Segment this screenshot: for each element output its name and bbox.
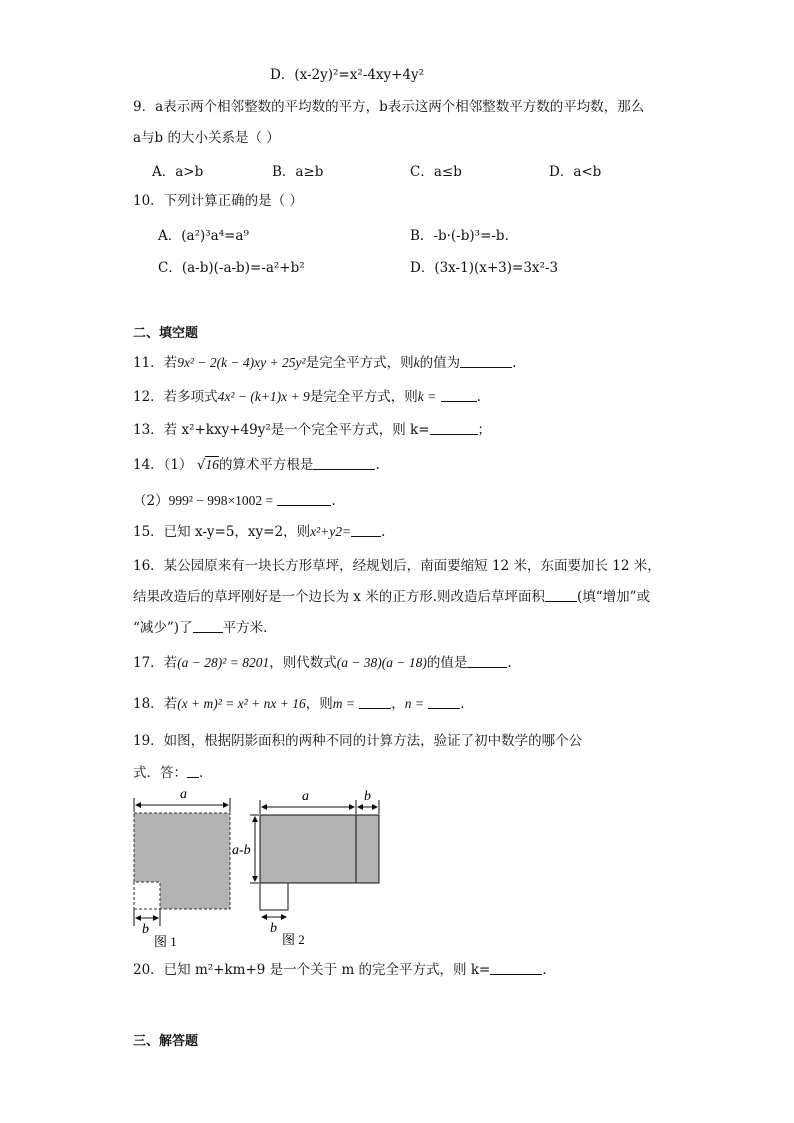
q18-prefix: 18．若 [133, 696, 178, 712]
q15-expression: x²+y2= [310, 524, 352, 539]
q17 [133, 654, 512, 672]
q16-line1: 16．某公园原来有一块长方形草坪，经规划后，南面要缩短 12 米，东面要加长 12 米， [133, 558, 661, 574]
q18-end: . [460, 696, 465, 712]
q13 [133, 421, 491, 439]
q18-m-answer-blank[interactable] [359, 696, 391, 709]
q15-end: . [381, 524, 386, 540]
q11-variable: k [413, 355, 420, 370]
figure-2-caption: 图 2 [282, 932, 305, 947]
figure-2-label-b-bottom: b [270, 921, 277, 936]
q16-blank-1[interactable] [545, 589, 577, 602]
section-fill-in-title: 二、填空题 [133, 326, 199, 341]
figure-2-left-rect [260, 815, 356, 883]
figure-1-label-a: a [180, 787, 187, 802]
q13-end: ； [477, 422, 492, 438]
q14-part1-prefix: 14．（1） [133, 457, 193, 473]
q10-option-b: B．-b·(-b)³=-b. [410, 228, 509, 244]
figure-2-label-amb: a-b [232, 843, 251, 858]
q8-option-d: D．(x-2y)²=x²-4xy+4y² [270, 67, 425, 83]
q16-blank-2[interactable] [193, 620, 223, 633]
q14-part1 [133, 456, 380, 474]
figure-2-label-a: a [302, 789, 309, 804]
q16-line2-tail: (填“增加”或 [577, 589, 651, 605]
q11-prefix: 11．若 [133, 355, 178, 371]
q20-answer-blank[interactable] [490, 962, 542, 975]
q12-mid: 是完全平方式，则 [309, 389, 418, 405]
q15-text: 15．已知 x-y=5，xy=2，则 [133, 524, 311, 540]
q13-text: 13．若 x²+kxy+49y²是一个完全平方式，则 k= [133, 422, 430, 438]
q14-part2-expression: 999² − 998×1002 = [168, 493, 274, 508]
q14-sqrt-argument: 16 [205, 457, 219, 472]
q11-post: 的值为 [419, 355, 461, 371]
q15-answer-blank[interactable] [351, 524, 381, 537]
q12-variable: k = [417, 389, 437, 404]
q17-mid: ，则代数式 [269, 655, 337, 671]
q12-prefix: 12．若多项式 [133, 389, 218, 405]
q18-separator: ， [391, 696, 405, 712]
q12-expression: 4x² − (k+1)x + 9 [217, 389, 310, 404]
q10-option-c: C．(a-b)(-a-b)=-a²+b² [158, 260, 305, 276]
q12-answer-blank[interactable] [441, 389, 477, 402]
q10-option-d: D．(3x-1)(x+3)=3x²-3 [410, 260, 559, 276]
q18-n-label: n = [404, 696, 424, 711]
q9-option-c: C．a≤b [410, 164, 462, 180]
sqrt-sign-icon: √ [196, 457, 206, 473]
q9-option-b: B．a≥b [272, 164, 324, 180]
q18 [133, 695, 465, 713]
q11-mid: 是完全平方式，则 [305, 355, 414, 371]
q13-answer-blank[interactable] [430, 422, 478, 435]
q16-line3 [133, 619, 267, 637]
q14-part1-post: 的算术平方根是 [218, 457, 314, 473]
q11-end: . [512, 355, 517, 371]
q17-end: . [507, 655, 512, 671]
q18-n-answer-blank[interactable] [428, 696, 460, 709]
q19-answer-blank[interactable] [187, 765, 199, 778]
q9-stem-line1: 9．a表示两个相邻整数的平均数的平方，b表示这两个相邻整数平方数的平均数，那么 [133, 99, 645, 115]
figure-1-caption: 图 1 [154, 934, 177, 949]
q9-option-a: A．a>b [152, 164, 204, 180]
q16-line3-tail: 平方米. [222, 620, 268, 636]
q17-expression-1: (a − 28)² = 8201 [177, 655, 270, 670]
q19-line1: 19．如图，根据阴影面积的两种不同的计算方法，验证了初中数学的哪个公 [133, 733, 583, 749]
figure-2-right-rect [356, 815, 379, 883]
q14-part2-answer-blank[interactable] [277, 493, 331, 506]
q20-end: . [542, 962, 547, 978]
q12 [133, 388, 481, 406]
geometry-figure [120, 786, 390, 956]
q14-part2 [133, 492, 336, 510]
q11-expression: 9x² − 2(k − 4)xy + 25y² [177, 355, 306, 370]
q9-stem-line2: a与b 的大小关系是（ ） [133, 130, 280, 146]
q18-expression: (x + m)² = x² + nx + 16 [177, 696, 306, 711]
q18-mid: ，则 [305, 696, 333, 712]
q10-option-a: A．(a²)³a⁴=a⁹ [158, 228, 249, 244]
q11 [133, 354, 516, 372]
q18-m-label: m = [332, 696, 355, 711]
q15 [133, 523, 385, 541]
q12-end: . [476, 389, 481, 405]
q19-line2 [133, 764, 203, 782]
figure-2-small-square [260, 883, 288, 910]
section-solve-title: 三、解答题 [133, 1034, 199, 1049]
figure-1-shaded-region [134, 813, 230, 909]
q9-option-d: D．a<b [549, 164, 602, 180]
q19-line2-text: 式．答： [133, 765, 187, 781]
q19-end: . [199, 765, 204, 781]
q20-text: 20．已知 m²+km+9 是一个关于 m 的完全平方式，则 k= [133, 962, 491, 978]
q17-post: 的值是 [426, 655, 468, 671]
q17-prefix: 17．若 [133, 655, 178, 671]
q20 [133, 961, 547, 979]
figure-2-label-b-top: b [364, 789, 371, 804]
q14-part2-prefix: （2） [133, 493, 169, 509]
q16-line2 [133, 588, 650, 606]
q16-line2-text: 结果改造后的草坪刚好是一个边长为 x 米的正方形.则改造后草坪面积 [133, 589, 545, 605]
q17-answer-blank[interactable] [467, 655, 507, 668]
q14-part1-end: . [375, 457, 380, 473]
figure-1-label-b: b [142, 922, 149, 937]
figure-1 [134, 787, 230, 949]
q14-part2-end: . [331, 493, 336, 509]
q11-answer-blank[interactable] [460, 355, 512, 368]
q10-stem: 10．下列计算正确的是（ ） [133, 193, 303, 209]
figure-2 [232, 789, 379, 947]
q16-line3-text: “减少”)了 [133, 620, 193, 636]
q17-expression-2: (a − 38)(a − 18) [336, 655, 427, 670]
q14-part1-answer-blank[interactable] [313, 457, 375, 470]
